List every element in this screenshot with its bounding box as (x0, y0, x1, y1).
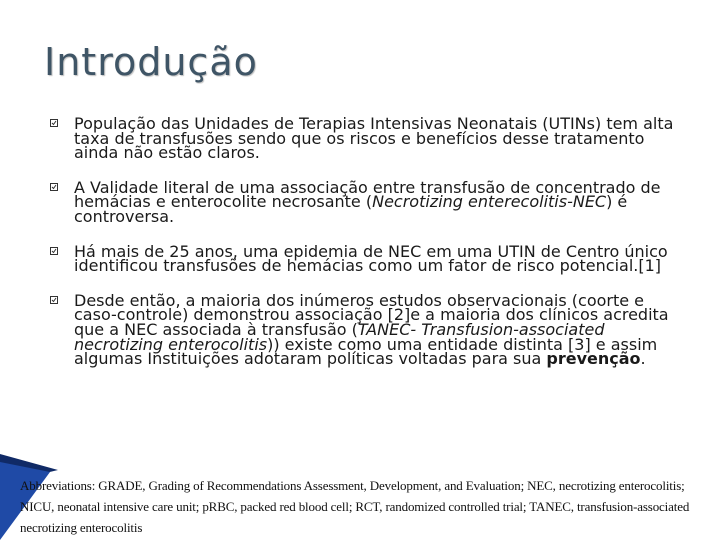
bullet-text: População das Unidades de Terapias Intensivas Neonatais (UTINs) tem alta taxa de transfusões sendo que os riscos e benefícios desse tratamento ainda não estão claros. (74, 114, 674, 163)
bullet-item (50, 177, 690, 226)
bullet-text: Há mais de 25 anos, uma epidemia de NEC em uma UTIN de Centro único identificou transfusões de hemácias como um fator de risco potencial.[1] (74, 241, 668, 276)
bullet-text-italic: TANEC- Transfusion-associated necrotizing enterocolitis (74, 319, 605, 354)
abbreviations-block (20, 475, 716, 538)
slide-title: Introdução (44, 40, 258, 84)
bullet-item (50, 114, 690, 163)
bullet-text-bold: prevenção (546, 349, 641, 369)
abbreviations-line: Abbreviations: GRADE, Grading of Recommendations Assessment, Development, and Evaluation; NEC, necrotizing enterocolitis; (20, 478, 685, 493)
bullet-item (50, 290, 690, 369)
checkbox-bullet-icon (50, 296, 58, 304)
bullet-list (50, 114, 690, 369)
abbreviations-line: necrotizing enterocolitis (20, 520, 143, 535)
checkbox-bullet-icon (50, 119, 58, 127)
bullet-item (50, 241, 690, 276)
bullet-text: Desde então, a maioria dos inúmeros estudos observacionais (coorte e caso-controle) demonstrou associação [2]e a maioria dos clínicos acredita que a NEC associada à transfusão ( (74, 290, 669, 339)
checkbox-bullet-icon (50, 183, 58, 191)
bullet-text: A Validade literal de uma associação entre transfusão de concentrado de hemácias e enterocolite necrosante ( (74, 177, 661, 212)
bullet-text: . (640, 349, 646, 369)
abbreviations-line: NICU, neonatal intensive care unit; pRBC, packed red blood cell; RCT, randomized controlled trial; TANEC, transfusion-associated (20, 499, 690, 514)
checkbox-bullet-icon (50, 247, 58, 255)
bullet-text: ) é controversa. (74, 192, 628, 226)
bullet-text-italic: Necrotizing enterecolitis-NEC (372, 192, 607, 212)
bullet-text: )) existe como uma entidade distinta [3] e assim algumas Instituições adotaram políticas voltadas para sua (74, 334, 658, 369)
